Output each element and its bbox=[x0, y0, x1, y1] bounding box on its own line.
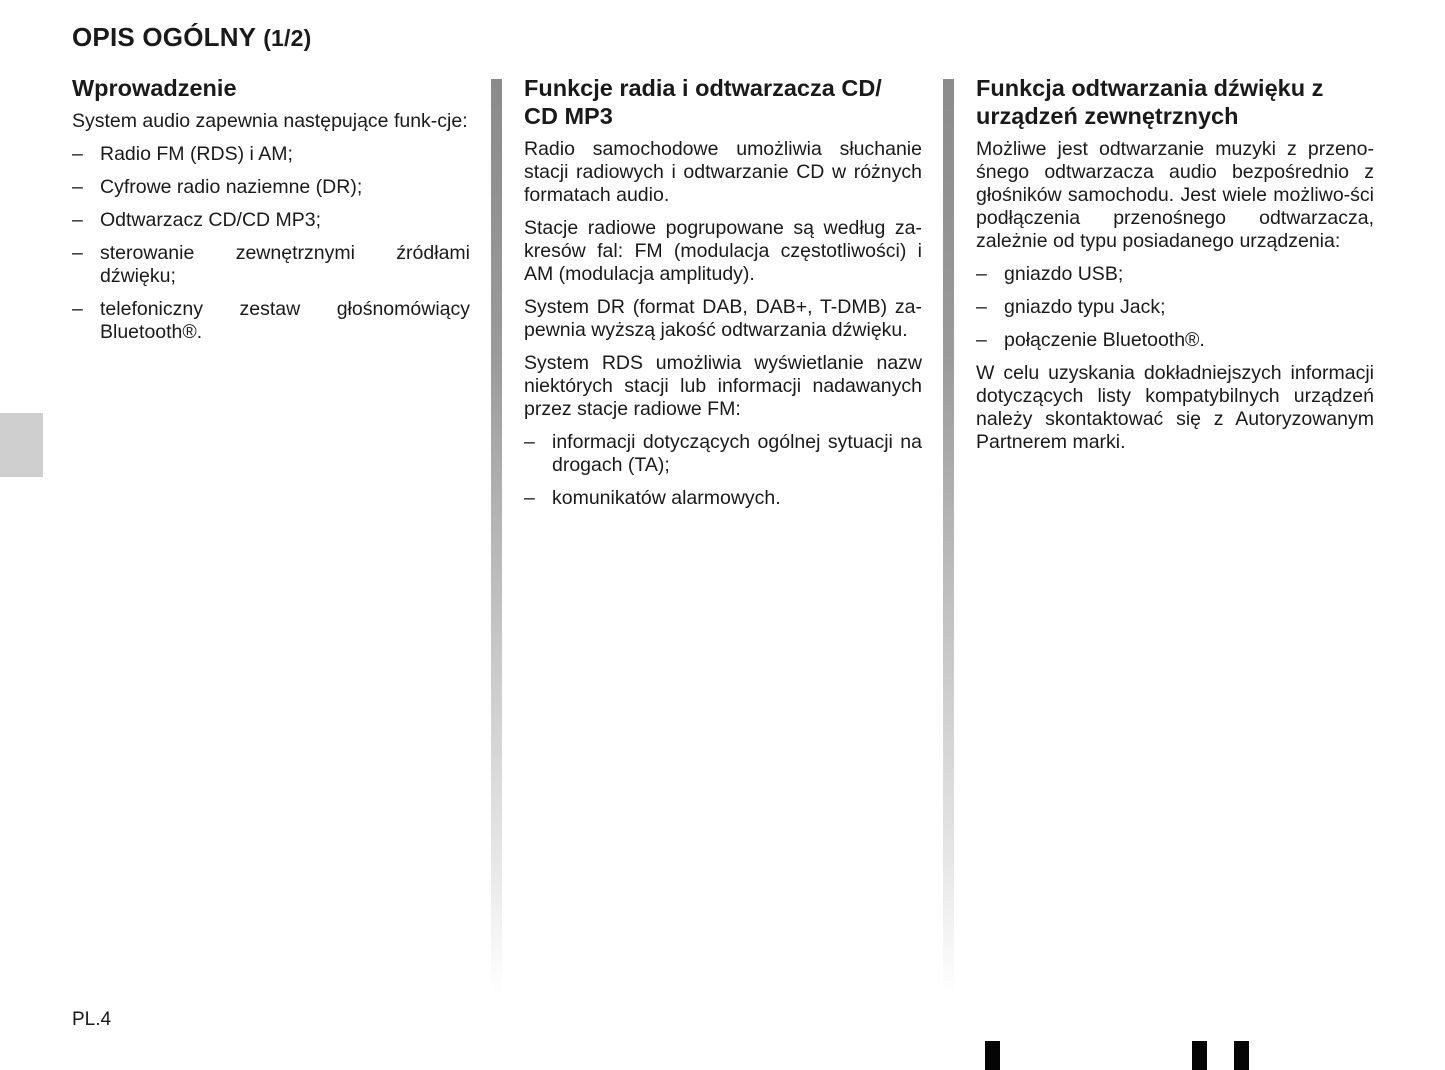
dash-marker: – bbox=[72, 298, 83, 320]
list-item-text: gniazdo USB; bbox=[1004, 263, 1124, 285]
print-crop-mark bbox=[985, 1041, 1000, 1070]
dash-marker: – bbox=[976, 263, 987, 285]
intro-paragraph: Możliwe jest odtwarzanie muzyki z przeno-śnego odtwarzacza audio bezpośrednio z głośników samochodu. Jest wiele możliwo-ści podłączenia przenośnego odtwarzacza, zależnie od typu posiadanego urządzenia: bbox=[976, 138, 1374, 252]
dash-marker: – bbox=[72, 176, 83, 198]
list-item-text: sterowanie zewnętrznymi źródłami dźwięku; bbox=[100, 242, 470, 287]
list-item bbox=[976, 296, 1374, 319]
print-crop-mark bbox=[1192, 1041, 1207, 1070]
page-title-text: OPIS OGÓLNY bbox=[72, 22, 256, 52]
outro-paragraph: W celu uzyskania dokładniejszych informacji dotyczących listy kompatybilnych urządzeń należy skontaktować się z Autoryzowanym Partnerem marki. bbox=[976, 362, 1374, 453]
list-item-text: komunikatów alarmowych. bbox=[552, 487, 781, 509]
dash-marker: – bbox=[524, 487, 535, 509]
list-item bbox=[976, 263, 1374, 286]
page-number: PL.4 bbox=[72, 1009, 112, 1030]
list-item-text: Odtwarzacz CD/CD MP3; bbox=[100, 209, 322, 231]
list-item bbox=[976, 329, 1374, 352]
list-item-text: informacji dotyczących ogólnej sytuacji na drogach (TA); bbox=[552, 431, 922, 476]
list-item-text: połączenie Bluetooth®. bbox=[1004, 329, 1205, 351]
page-title bbox=[72, 22, 312, 53]
list-item-text: gniazdo typu Jack; bbox=[1004, 296, 1166, 318]
dash-marker: – bbox=[72, 242, 83, 264]
section-introduction bbox=[72, 74, 470, 354]
section-heading: Funkcja odtwarzania dźwięku z urządzeń zewnętrznych bbox=[976, 75, 1324, 129]
column-divider-bar bbox=[491, 79, 502, 994]
paragraph: Radio samochodowe umożliwia słuchanie stacji radiowych i odtwarzanie CD w różnych formatach audio. bbox=[524, 138, 922, 206]
feature-list bbox=[72, 143, 470, 344]
section-heading: Funkcje radia i odtwarzacza CD/ CD MP3 bbox=[524, 75, 882, 129]
list-item bbox=[72, 176, 470, 199]
list-item-text: telefoniczny zestaw głośnomówiący Bluetooth®. bbox=[100, 298, 470, 343]
paragraph: System RDS umożliwia wyświetlanie nazw niektórych stacji lub informacji nadawanych przez stacje radiowe FM: bbox=[524, 352, 922, 420]
column-divider-bar bbox=[943, 79, 954, 994]
list-item bbox=[72, 209, 470, 232]
dash-marker: – bbox=[976, 296, 987, 318]
list-item bbox=[524, 431, 922, 477]
rds-info-list bbox=[524, 431, 922, 510]
list-item bbox=[524, 487, 922, 510]
list-item bbox=[72, 298, 470, 344]
list-item-text: Cyfrowe radio naziemne (DR); bbox=[100, 176, 363, 198]
list-item-text: Radio FM (RDS) i AM; bbox=[100, 143, 293, 165]
chapter-side-tab bbox=[0, 413, 43, 477]
section-external-devices bbox=[976, 74, 1374, 464]
connection-list bbox=[976, 263, 1374, 352]
list-item bbox=[72, 242, 470, 288]
dash-marker: – bbox=[524, 431, 535, 453]
intro-paragraph: System audio zapewnia następujące funk-cje: bbox=[72, 110, 468, 132]
dash-marker: – bbox=[72, 143, 83, 165]
paragraph: System DR (format DAB, DAB+, T-DMB) za-pewnia wyższą jakość odtwarzania dźwięku. bbox=[524, 296, 922, 341]
dash-marker: – bbox=[72, 209, 83, 231]
paragraph: Stacje radiowe pogrupowane są według za-kresów fal: FM (modulacja częstotliwości) i AM (modulacja amplitudy). bbox=[524, 217, 922, 285]
page-title-part: (1/2) bbox=[263, 25, 312, 51]
print-crop-mark bbox=[1234, 1041, 1249, 1070]
section-radio-cd-functions bbox=[524, 74, 922, 520]
list-item bbox=[72, 143, 470, 166]
section-heading: Wprowadzenie bbox=[72, 75, 237, 101]
dash-marker: – bbox=[976, 329, 987, 351]
